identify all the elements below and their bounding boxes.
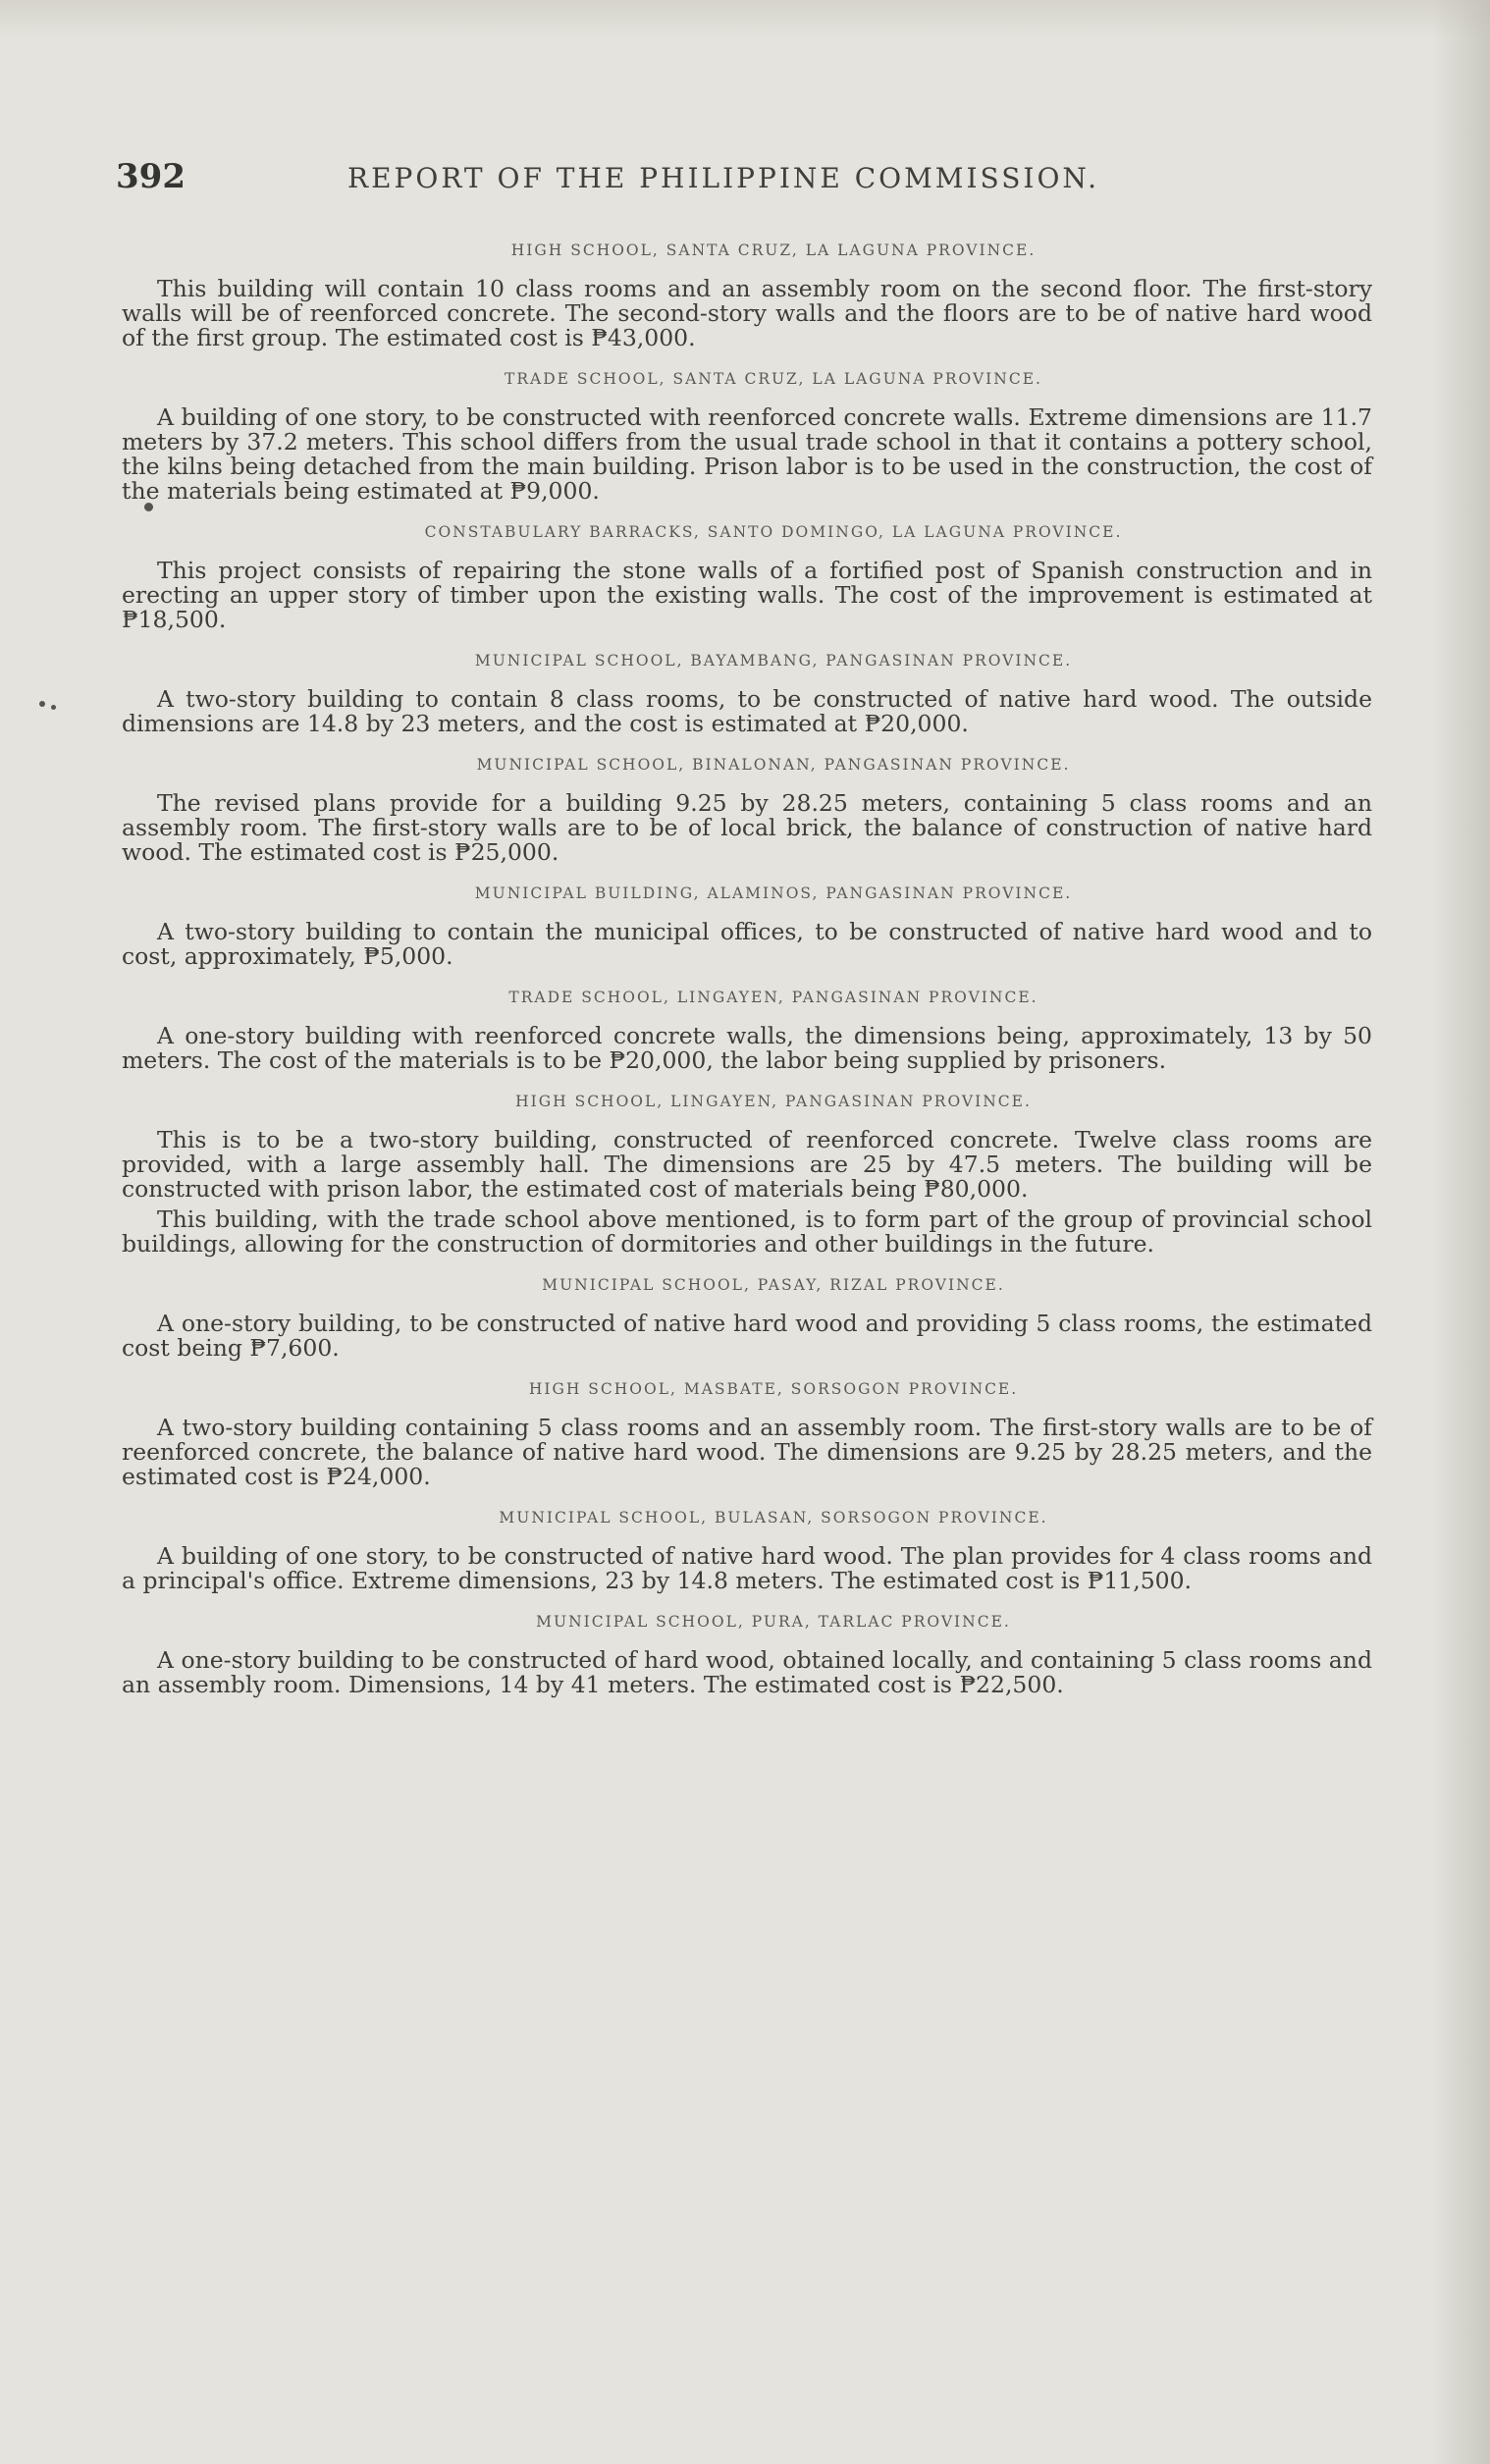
ink-speck — [51, 705, 56, 710]
section-heading: CONSTABULARY BARRACKS, SANTO DOMINGO, LA LAGUNA PROVINCE. — [424, 523, 1123, 541]
section — [116, 523, 1372, 632]
section — [116, 370, 1372, 504]
paragraph: A building of one story, to be constructed with reenforced concrete walls. Extreme dimensions are 11.7 meters by 37.2 meters. This school differs from the usual trade school in that it contains a pottery school, the kilns being detached from the main building. Prison labor is to be used in the construction, the cost of the materials being estimated at ₱9,000. — [122, 403, 1372, 505]
paragraph: A two-story building to contain the municipal offices, to be constructed of native hard wood and to cost, approximately, ₱5,000. — [122, 918, 1372, 970]
section-heading: HIGH SCHOOL, SANTA CRUZ, LA LAGUNA PROVINCE. — [510, 241, 1037, 259]
section — [116, 1509, 1372, 1593]
running-title: REPORT OF THE PHILIPPINE COMMISSION. — [347, 162, 1100, 194]
section-heading: MUNICIPAL SCHOOL, BULASAN, SORSOGON PROVINCE. — [499, 1509, 1048, 1527]
section — [116, 1276, 1372, 1361]
section — [116, 756, 1372, 865]
paragraph: This building, with the trade school above mentioned, is to form part of the group of provincial school buildings, allowing for the construction of dormitories and other buildings in the future. — [122, 1205, 1372, 1258]
page-edge-shadow-right — [1431, 0, 1490, 2464]
section — [116, 1093, 1372, 1257]
running-head — [116, 157, 1372, 216]
paragraph: A one-story building to be constructed of hard wood, obtained locally, and containing 5 class rooms and an assembly room. Dimensions, 14 by 41 meters. The estimated cost is ₱22,500. — [122, 1646, 1372, 1698]
paragraph: The revised plans provide for a building 9.25 by 28.25 meters, containing 5 class rooms and an assembly room. The first-story walls are to be of local brick, the balance of construction of native hard wood. The estimated cost is ₱25,000. — [122, 789, 1372, 866]
paragraph: A building of one story, to be constructed of native hard wood. The plan provides for 4 class rooms and a principal's office. Extreme dimensions, 23 by 14.8 meters. The estimated cost is ₱11,500. — [122, 1542, 1372, 1594]
section-heading: MUNICIPAL SCHOOL, PURA, TARLAC PROVINCE. — [536, 1613, 1011, 1631]
section-heading: MUNICIPAL BUILDING, ALAMINOS, PANGASINAN PROVINCE. — [474, 884, 1073, 902]
paragraph: A two-story building containing 5 class rooms and an assembly room. The first-story walls are to be of reenforced concrete, the balance of native hard wood. The dimensions are 9.25 by 28.25 meters, and the estimated cost is ₱24,000. — [122, 1414, 1372, 1490]
paragraph: This building will contain 10 class rooms and an assembly room on the second floor. The first-story walls will be of reenforced concrete. The second-story walls and the floors are to be of native hard wood of the first group. The estimated cost is ₱43,000. — [122, 275, 1372, 351]
section-heading: MUNICIPAL SCHOOL, PASAY, RIZAL PROVINCE. — [542, 1276, 1005, 1294]
ink-speck — [39, 701, 45, 707]
section-heading: MUNICIPAL SCHOOL, BAYAMBANG, PANGASINAN PROVINCE. — [474, 652, 1073, 670]
section-heading: TRADE SCHOOL, LINGAYEN, PANGASINAN PROVINCE. — [508, 989, 1038, 1006]
paragraph: A one-story building, to be constructed of native hard wood and providing 5 class rooms, the estimated cost being ₱7,600. — [122, 1310, 1372, 1362]
section — [116, 989, 1372, 1073]
section-heading: HIGH SCHOOL, LINGAYEN, PANGASINAN PROVINCE. — [515, 1093, 1032, 1110]
paragraph: This is to be a two-story building, constructed of reenforced concrete. Twelve class rooms are provided, with a large assembly hall. The dimensions are 25 by 47.5 meters. The building will be constructed with prison labor, the estimated cost of materials being ₱80,000. — [122, 1126, 1372, 1203]
page-content — [116, 157, 1372, 1707]
section — [116, 241, 1372, 350]
paragraph: This project consists of repairing the stone walls of a fortified post of Spanish construction and in erecting an upper story of timber upon the existing walls. The cost of the improvement is estimated at ₱18,500. — [122, 557, 1372, 633]
section — [116, 1380, 1372, 1489]
page-edge-shadow-top — [0, 0, 1490, 39]
paragraph: A two-story building to contain 8 class rooms, to be constructed of native hard wood. The outside dimensions are 14.8 by 23 meters, and the cost is estimated at ₱20,000. — [122, 685, 1372, 737]
section — [116, 884, 1372, 969]
section-heading: TRADE SCHOOL, SANTA CRUZ, LA LAGUNA PROVINCE. — [505, 370, 1042, 388]
page-number: 392 — [116, 157, 186, 196]
section-heading: HIGH SCHOOL, MASBATE, SORSOGON PROVINCE. — [528, 1380, 1019, 1398]
paragraph: A one-story building with reenforced concrete walls, the dimensions being, approximately, 13 by 50 meters. The cost of the materials is to be ₱20,000, the labor being supplied by prisoners. — [122, 1022, 1372, 1074]
section — [116, 1613, 1372, 1697]
section — [116, 652, 1372, 736]
section-heading: MUNICIPAL SCHOOL, BINALONAN, PANGASINAN PROVINCE. — [476, 756, 1071, 774]
